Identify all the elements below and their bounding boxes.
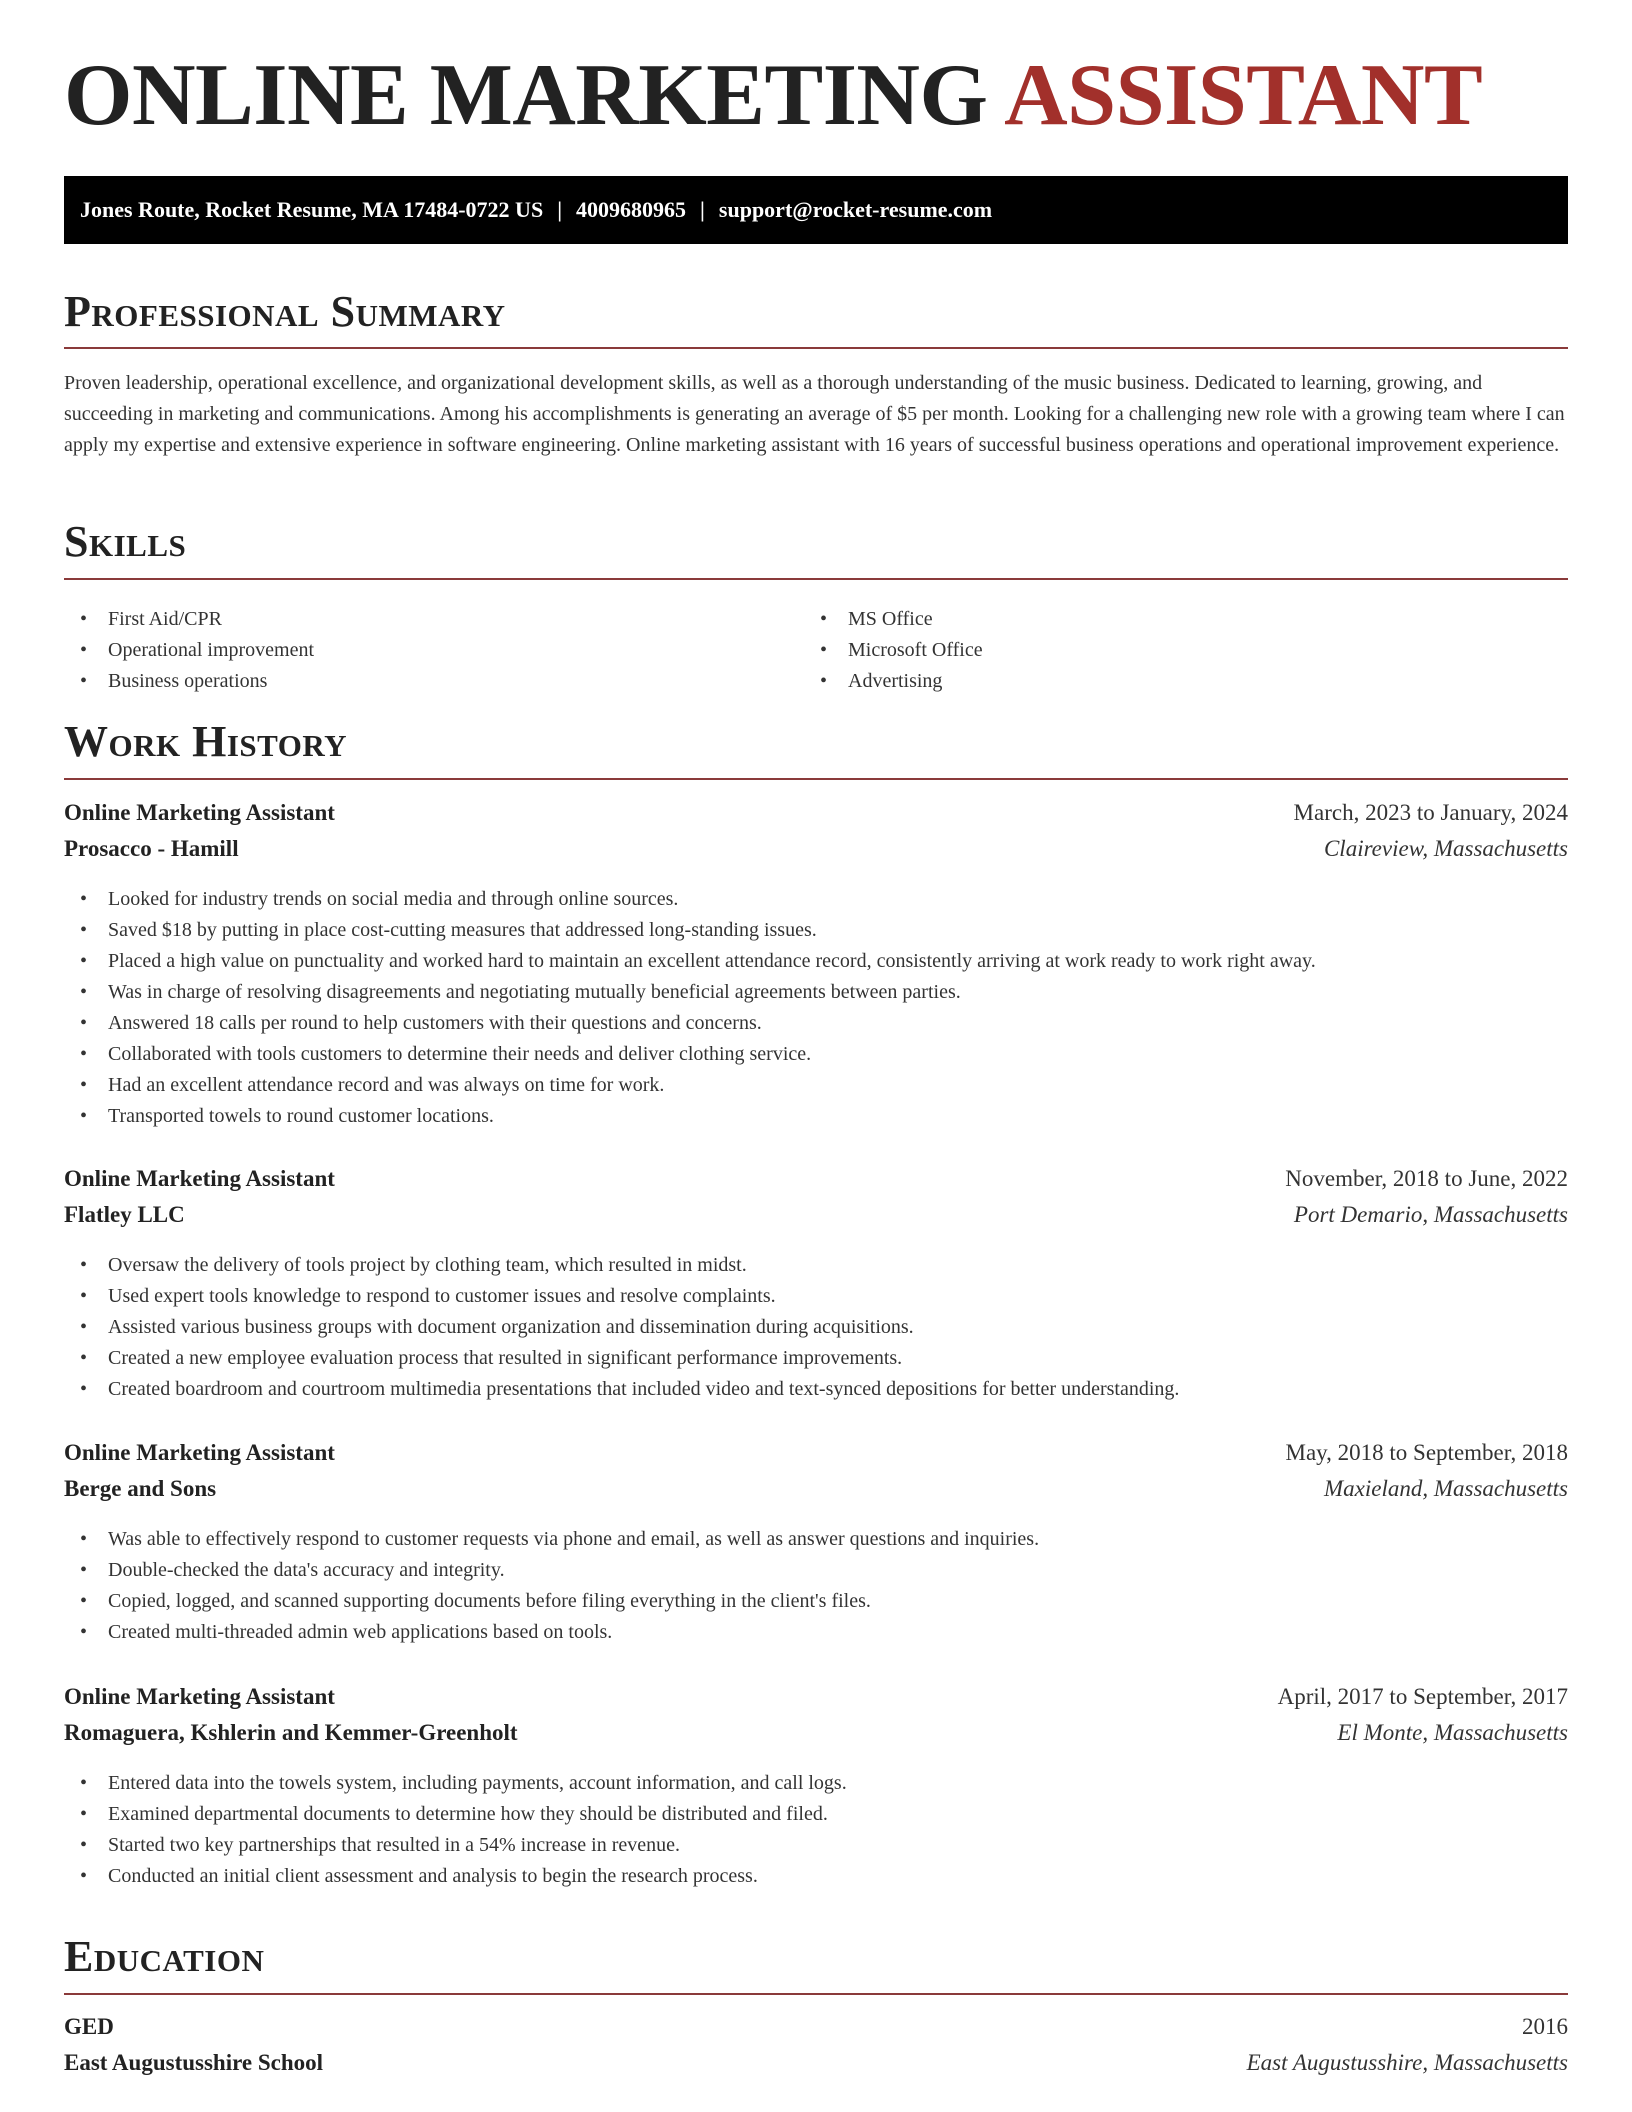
work-history-heading: Work History xyxy=(64,717,348,766)
job-bullet: • Was able to effectively respond to customer requests via phone and email, as well as answer questions and inquiries. xyxy=(64,1524,1568,1555)
job-bullet: • Oversaw the delivery of tools project by clothing team, which resulted in midst. xyxy=(64,1250,1568,1281)
job-company: Prosacco - Hamill xyxy=(64,836,239,861)
job-bullet: • Created a new employee evaluation process that resulted in significant performance improvements. xyxy=(64,1343,1568,1374)
skill-item: • MS Office xyxy=(804,604,983,635)
job-bullet: • Saved $18 by putting in place cost-cutting measures that addressed long-standing issues. xyxy=(64,915,1568,946)
contact-separator: | xyxy=(700,197,705,222)
skill-item: • Business operations xyxy=(64,666,314,697)
job-title: Online Marketing Assistant xyxy=(64,1166,335,1191)
skills-list-right xyxy=(804,604,983,697)
skills-heading: Skills xyxy=(64,517,187,566)
job-bullet: • Entered data into the towels system, including payments, account information, and call logs. xyxy=(64,1768,1568,1799)
job-entry xyxy=(64,800,1568,1132)
job-bullet: • Used expert tools knowledge to respond to customer issues and resolve complaints. xyxy=(64,1281,1568,1312)
name-title xyxy=(64,47,1483,144)
job-bullet: • Started two key partnerships that resulted in a 54% increase in revenue. xyxy=(64,1830,1568,1861)
job-bullet: • Created boardroom and courtroom multimedia presentations that included video and text-synced depositions for better understanding. xyxy=(64,1374,1568,1405)
contact-phone: 4009680965 xyxy=(576,197,687,222)
job-entry xyxy=(64,1440,1568,1648)
education-location: East Augustusshire, Massachusetts xyxy=(1246,2050,1568,2075)
job-title: Online Marketing Assistant xyxy=(64,1684,335,1709)
job-bullet: • Answered 18 calls per round to help customers with their questions and concerns. xyxy=(64,1008,1568,1039)
name-first: ONLINE MARKETING xyxy=(64,47,988,144)
job-company: Berge and Sons xyxy=(64,1476,217,1501)
job-bullet: • Had an excellent attendance record and was always on time for work. xyxy=(64,1070,1568,1101)
contact-separator: | xyxy=(557,197,563,222)
skill-item: • Advertising xyxy=(804,666,983,697)
education-school: East Augustusshire School xyxy=(64,2050,324,2075)
job-dates: November, 2018 to June, 2022 xyxy=(1285,1166,1568,1191)
summary-heading: Professional Summary xyxy=(64,287,506,336)
education-entry xyxy=(64,2014,1568,2086)
contact-bar xyxy=(64,176,1568,244)
job-bullets xyxy=(64,1524,1568,1648)
job-bullet: • Was in charge of resolving disagreements and negotiating mutually beneficial agreements between parties. xyxy=(64,977,1568,1008)
job-title: Online Marketing Assistant xyxy=(64,800,335,825)
education-degree: GED xyxy=(64,2014,114,2039)
job-bullet: • Transported towels to round customer locations. xyxy=(64,1101,1568,1132)
job-location: Port Demario, Massachusetts xyxy=(1293,1202,1568,1227)
job-dates: March, 2023 to January, 2024 xyxy=(1293,800,1568,825)
job-entry xyxy=(64,1166,1568,1405)
job-entry xyxy=(64,1684,1568,1892)
contact-address: Jones Route, Rocket Resume, MA 17484-0722 US xyxy=(80,197,544,222)
skill-item: • Operational improvement xyxy=(64,635,314,666)
job-title: Online Marketing Assistant xyxy=(64,1440,335,1465)
summary-text: Proven leadership, operational excellence, and organizational development skills, as well as a thorough understanding of the music business. Dedicated to learning, growing, and succeeding in marketing and communications. Among his accomplishments is generating an average of $5 per month. Looking for a challenging new role with a growing team where I can apply my expertise and extensive experience in software engineering. Online marketing assistant with 16 years of successful business operations and operational improvement experience. xyxy=(64,372,1565,456)
job-bullet: • Copied, logged, and scanned supporting documents before filing everything in the client's files. xyxy=(64,1586,1568,1617)
job-bullets xyxy=(64,1768,1568,1892)
job-bullets xyxy=(64,1250,1568,1405)
section-divider xyxy=(64,1993,1568,1995)
name-second: ASSISTANT xyxy=(1004,47,1483,144)
job-bullets xyxy=(64,884,1568,1132)
job-bullet: • Examined departmental documents to determine how they should be distributed and filed. xyxy=(64,1799,1568,1830)
education-heading: Education xyxy=(64,1932,265,1981)
job-bullet: • Conducted an initial client assessment and analysis to begin the research process. xyxy=(64,1861,1568,1892)
contact-email: support@rocket-resume.com xyxy=(718,197,993,222)
job-location: Claireview, Massachusetts xyxy=(1323,836,1568,861)
job-bullet: • Looked for industry trends on social media and through online sources. xyxy=(64,884,1568,915)
section-divider xyxy=(64,578,1568,580)
job-bullet: • Created multi-threaded admin web applications based on tools. xyxy=(64,1617,1568,1648)
job-location: Maxieland, Massachusetts xyxy=(1323,1476,1568,1501)
job-company: Romaguera, Kshlerin and Kemmer-Greenholt xyxy=(64,1720,518,1745)
skill-item: • First Aid/CPR xyxy=(64,604,314,635)
education-year: 2016 xyxy=(1522,2014,1568,2039)
section-divider xyxy=(64,347,1568,349)
job-dates: April, 2017 to September, 2017 xyxy=(1277,1684,1568,1709)
job-bullet: • Double-checked the data's accuracy and integrity. xyxy=(64,1555,1568,1586)
skill-item: • Microsoft Office xyxy=(804,635,983,666)
job-bullet: • Placed a high value on punctuality and worked hard to maintain an excellent attendance record, consistently arriving at work ready to work right away. xyxy=(64,946,1568,977)
job-location: El Monte, Massachusetts xyxy=(1337,1720,1568,1745)
job-bullet: • Assisted various business groups with document organization and dissemination during acquisitions. xyxy=(64,1312,1568,1343)
section-divider xyxy=(64,778,1568,780)
job-dates: May, 2018 to September, 2018 xyxy=(1285,1440,1568,1465)
skills-list-left xyxy=(64,604,314,697)
job-company: Flatley LLC xyxy=(64,1202,185,1227)
job-bullet: • Collaborated with tools customers to determine their needs and deliver clothing service. xyxy=(64,1039,1568,1070)
